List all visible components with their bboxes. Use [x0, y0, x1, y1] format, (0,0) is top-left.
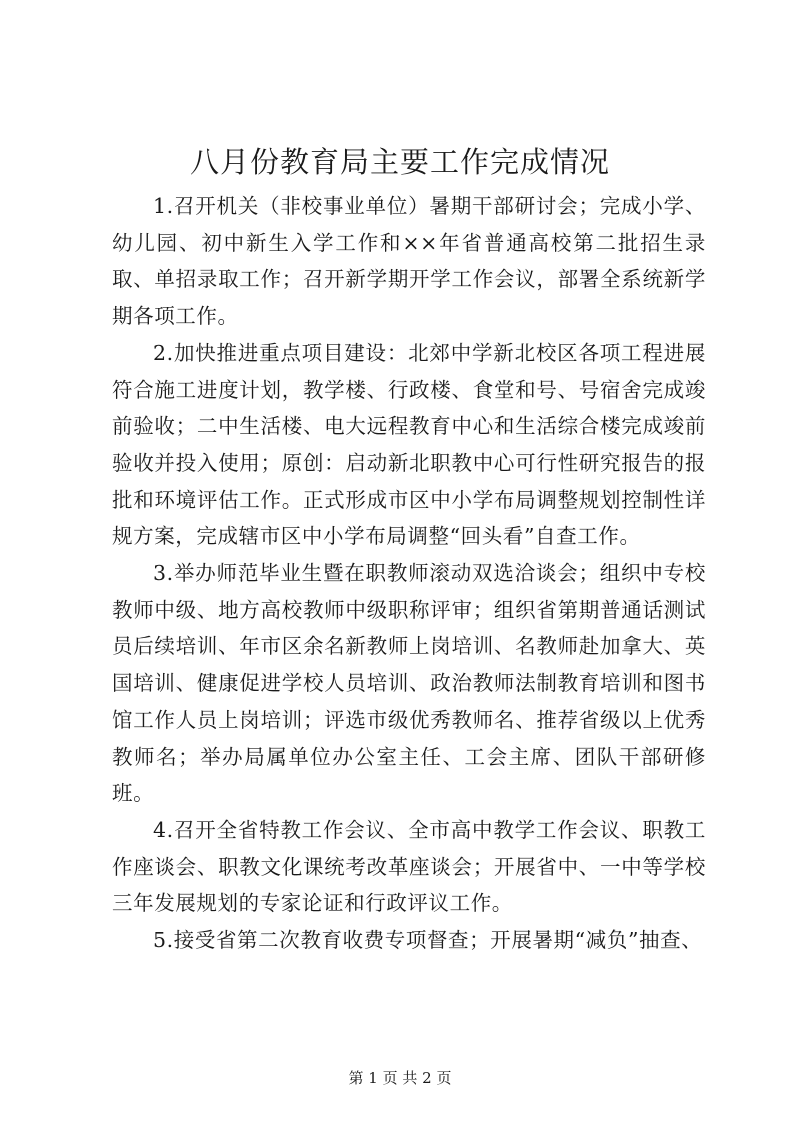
paragraph-4: 4.召开全省特教工作会议、全市高中教学工作会议、职教工作座谈会、职教文化课统考改革座谈会；开展省中、一中等学校三年发展规划的专家论证和行政评议工作。	[112, 817, 706, 916]
paragraph-2: 2.加快推进重点项目建设：北郊中学新北校区各项工程进展符合施工进度计划，教学楼、行政楼、食堂和号、号宿舍完成竣前验收；二中生活楼、电大远程教育中心和生活综合楼完成竣前验收并投入使用；原创：启动新北职教中心可行性研究报告的报批和环境评估工作。正式形成市区中小学布局调整规划控制性详规方案，完成辖市区中小学布局调整“回头看”自查工作。	[112, 340, 706, 549]
paragraph-5: 5.接受省第二次教育收费专项督查；开展暑期“减负”抽查、	[153, 928, 703, 953]
page-number-footer: 第 1 页 共 2 页	[348, 1069, 452, 1087]
paragraph-3: 3.举办师范毕业生暨在职教师滚动双选洽谈会；组织中专校教师中级、地方高校教师中级职称评审；组织省第期普通话测试员后续培训、年市区余名新教师上岗培训、名教师赴加拿大、英国培训、健康促进学校人员培训、政治教师法制教育培训和图书馆工作人员上岗培训；评选市级优秀教师名、推荐省级以上优秀教师名；举办局属单位办公室主任、工会主席、团队干部研修班。	[112, 561, 706, 806]
document-title: 八月份教育局主要工作完成情况	[189, 145, 610, 179]
paragraph-1: 1.召开机关（非校事业单位）暑期干部研讨会；完成小学、幼儿园、初中新生入学工作和××年省普通高校第二批招生录取、单招录取工作；召开新学期开学工作会议，部署全系统新学期各项工作。	[112, 194, 706, 329]
document-body	[112, 188, 706, 959]
